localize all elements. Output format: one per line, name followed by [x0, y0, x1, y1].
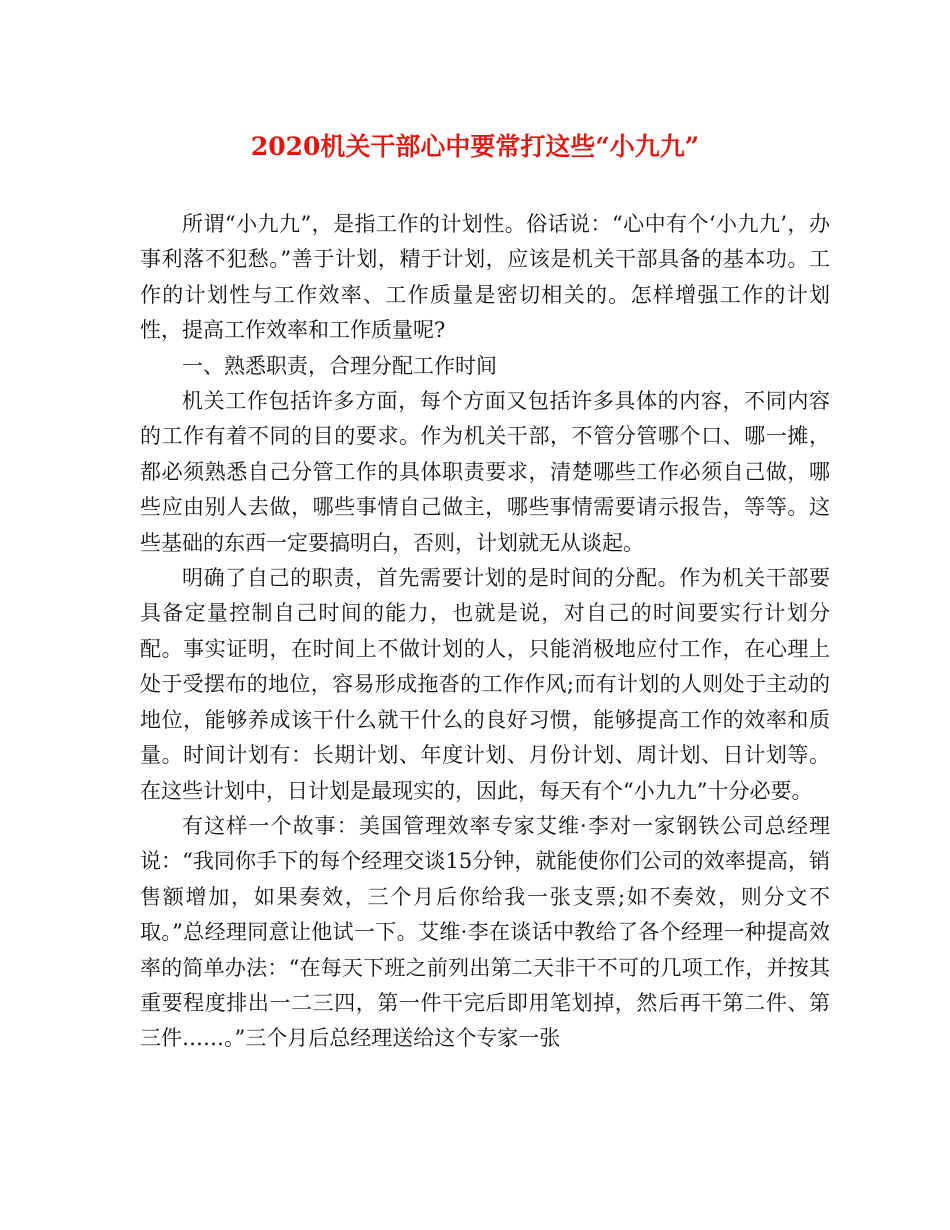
- paragraph-time-planning: 明确了自己的职责，首先需要计划的是时间的分配。作为机关干部要具备定量控制自己时间的能力，也就是说，对自己的时间要实行计划分配。事实证明，在时间上不做计划的人，只能消极地应付工作，在心理上处于受摆布的地位，容易形成拖沓的工作作风;而有计划的人则处于主动的地位，能够养成该干什么就干什么的良好习惯，能够提高工作的效率和质量。时间计划有：长期计划、年度计划、月份计划、周计划、日计划等。在这些计划中，日计划是最现实的，因此，每天有个“小九九”十分必要。: [140, 566, 830, 803]
- document-title: 2020机关干部心中要常打这些“小九九”: [250, 132, 700, 161]
- section-heading-1: 一、熟悉职责，合理分配工作时间: [182, 353, 497, 378]
- paragraph-story: 有这样一个故事：美国管理效率专家艾维·李对一家钢铁公司总经理说：“我同你手下的每个经理交谈15分钟，就能使你们公司的效率提高，销售额增加，如果奏效，三个月后你给我一张支票;如不奏效，则分文不取。”总经理同意让他试一下。艾维·李在谈话中教给了各个经理一种提高效率的简单办法：“在每天下班之前列出第二天非干不可的几项工作，并按其重要程度排出一二三四，第一件干完后即用笔划掉，然后再干第二件、第三件……。”三个月后总经理送给这个专家一张: [140, 813, 830, 1051]
- document-body: [140, 207, 830, 1057]
- paragraph-intro: 所谓“小九九”，是指工作的计划性。俗话说：“心中有个‘小九九’，办事利落不犯愁。”善于计划，精于计划，应该是机关干部具备的基本功。工作的计划性与工作效率、工作质量是密切相关的。怎样增强工作的计划性，提高工作效率和工作质量呢?: [140, 212, 830, 343]
- paragraph-duties: 机关工作包括许多方面，每个方面又包括许多具体的内容，不同内容的工作有着不同的目的要求。作为机关干部，不管分管哪个口、哪一摊，都必须熟悉自己分管工作的具体职责要求，清楚哪些工作必须自己做，哪些应由别人去做，哪些事情自己做主，哪些事情需要请示报告，等等。这些基础的东西一定要搞明白，否则，计划就无从谈起。: [140, 389, 830, 555]
